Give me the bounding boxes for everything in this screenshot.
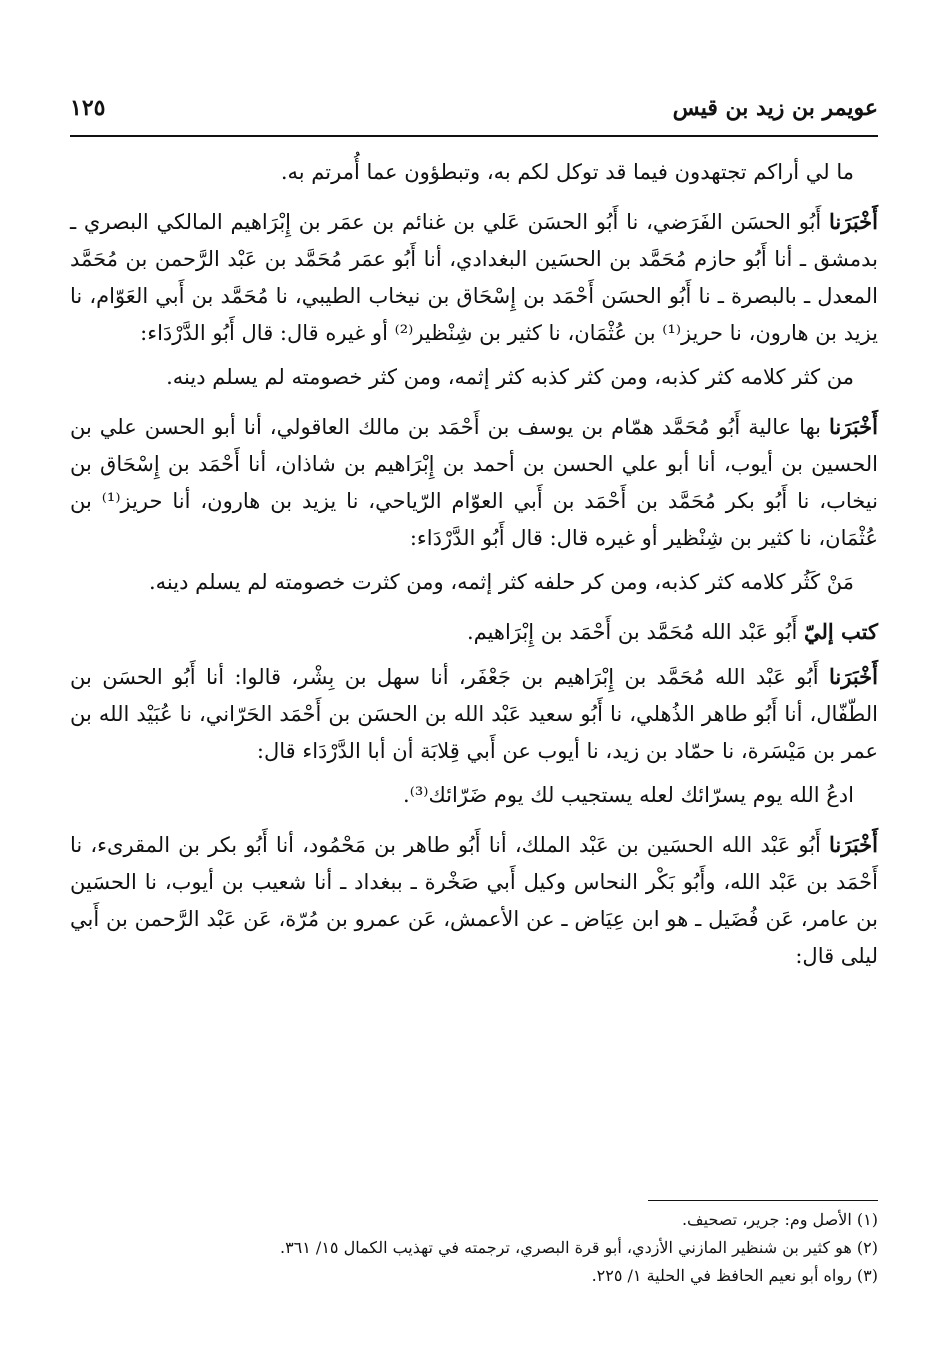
paragraph-text: أَبُو عَبْد الله مُحَمَّد بن أَحْمَد بن إِبْرَاهيم. (466, 620, 804, 644)
footnote: (١) الأصل وم: جرير، تصحيف. (681, 1210, 878, 1229)
paragraph-lead-word: أَخْبَرَنا (829, 414, 878, 439)
paragraph-lead-word: أَخْبَرَنا (829, 209, 878, 234)
paragraph-text: مَنْ كَثُر كلامه كثر كذبه، ومن كر حلفه كثر إثمه، ومن كثرت خصومته لم يسلم دينه. (149, 570, 854, 594)
paragraph-text: ما لي أراكم تجتهدون فيما قد توكل لكم به، وتبطؤون عما أُمرتم به. (280, 160, 854, 184)
quoted-saying (70, 564, 878, 601)
paragraph-text: أَبُو الحسَن الفَرَضي، نا أَبُو الحسَن عَلي بن غنائم بن عمَر بن إِبْرَاهيم المالكي البصري ـ بدمشق ـ أنا أَبُو حازم مُحَمَّد بن الحسَين البغدادي، أنا أَبُو عمَر مُحَمَّد بن عَبْد الرَّحمن بن مُحَمَّد المعدل ـ بالبصرة ـ نا أَبُو الحسَن أَحْمَد بن إِسْحَاق بن نيخاب الطيبي، نا مُحَمَّد بن أَبي العَوّام، نا يزيد بن هارون، نا حريز⁽¹⁾ بن عُثْمَان، نا كثير بن شِنْظير⁽²⁾ أو غيره قال: قال أَبُو الدَّرْدَاء: (70, 210, 878, 345)
quoted-saying (70, 154, 878, 191)
paragraph-text: بها عالية أَبُو مُحَمَّد همّام بن يوسف بن أَحْمَد بن مالك العاقولي، أنا أبو الحسن علي بن الحسين بن أيوب، أنا أبو علي الحسن بن أحمد بن إِبْرَاهيم بن شاذان، أنا أَحْمَد بن إِسْحَاق بن نيخاب، نا أَبُو بكر مُحَمَّد بن أَحْمَد بن أَبي العوّام الرّياحي، نا يزيد بن هارون، أنا حريز⁽¹⁾ بن عُثْمَان، نا كثير بن شِنْظير أو غيره قال: قال أَبُو الدَّرْدَاء: (70, 415, 878, 550)
paragraph-text: أَبُو عَبْد الله الحسَين بن عَبْد الملك، أنا أَبُو طاهر بن مَحْمُود، أنا أَبُو بكر بن المقرىء، نا أَحْمَد بن عَبْد الله، وأَبُو بَكْر النحاس وكيل أَبي صَخْرة ـ ببغداد ـ أنا شعيب بن أيوب، نا الحسَين بن عامر، عَن فُضَيل ـ هو ابن عِيَاض ـ عن الأعمش، عَن عمرو بن مُرّة، عَن عَبْد الرَّحمن بن أَبي ليلى قال: (70, 833, 878, 968)
paragraph-text: أَبُو عَبْد الله مُحَمَّد بن إِبْرَاهيم بن جَعْفَر، أنا سهل بن بِشْر، قالوا: أنا أَبُو الحسَن بن الطّفّال، أنا أَبُو طاهر الذُهلي، نا أَبُو سعيد عَبْد الله بن الحسَن بن أَحْمَد الحَرّاني، نا عُبَيْد الله بن عمر بن مَيْسَرة، نا حمّاد بن زيد، نا أيوب عن أَبي قِلابَة أن أبا الدَّرْدَاء قال: (70, 665, 878, 763)
main-text (70, 148, 878, 982)
paragraph-lead-word: أَخْبَرَنا (829, 832, 878, 857)
paragraph-lead-word: كتب إليّ (803, 619, 878, 644)
paragraph-lead-word: أَخْبَرَنا (829, 664, 878, 689)
footnotes (70, 1206, 878, 1290)
page-header (70, 95, 878, 135)
footnote: (٣) رواه أبو نعيم الحافظ في الحلية ١/ ٢٢٥. (591, 1266, 878, 1285)
quoted-saying (70, 359, 878, 396)
footnote-rule (648, 1200, 878, 1201)
isnad-paragraph (70, 408, 878, 557)
paragraph-text: من كثر كلامه كثر كذبه، ومن كثر كذبه كثر إثمه، ومن كثر خصومته لم يسلم دينه. (166, 365, 854, 389)
isnad-paragraph (70, 658, 878, 770)
footnote: (٢) هو كثير بن شنظير المازني الأزدي، أبو قرة البصري، ترجمته في تهذيب الكمال ١٥/ ٣٦١. (279, 1238, 878, 1257)
isnad-paragraph (70, 203, 878, 352)
page-number: ١٢٥ (70, 95, 106, 121)
isnad-paragraph (70, 826, 878, 975)
header-rule (70, 135, 878, 137)
isnad-paragraph (70, 613, 878, 651)
quoted-saying (70, 777, 878, 814)
running-title: عويمر بن زيد بن قيس (672, 95, 878, 121)
paragraph-text: ادعُ الله يوم يسرّائك لعله يستجيب لك يوم ضَرّائك⁽³⁾. (403, 783, 854, 807)
